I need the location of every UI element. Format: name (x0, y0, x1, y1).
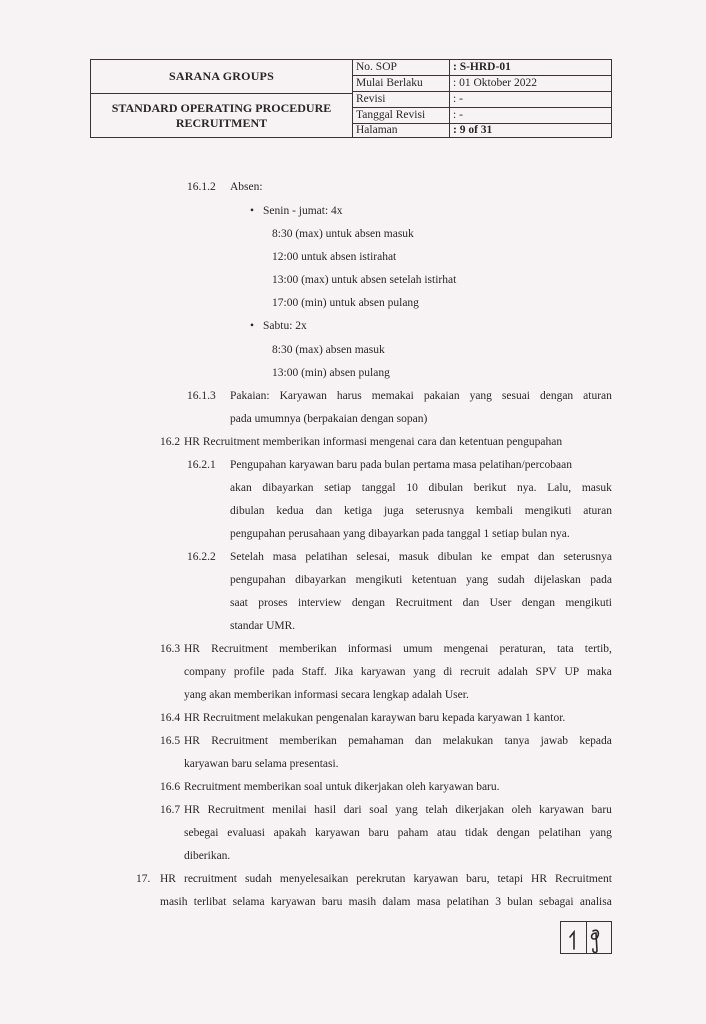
word: tanggal (361, 482, 396, 494)
word: yang (413, 666, 436, 678)
meta-row-revision-date (353, 108, 611, 124)
word: HR (160, 873, 176, 885)
schedule-item: 8:30 (max) absen masuk (272, 344, 385, 356)
word: terlibat (193, 896, 227, 908)
meta-row-effective-date (353, 76, 611, 92)
word: Recruitment (211, 735, 269, 747)
word: dengan (521, 597, 555, 609)
word: seterusnya (563, 551, 612, 563)
word: yang (589, 827, 612, 839)
word: Pakaian: (230, 390, 270, 402)
document-title-line1: STANDARD OPERATING PROCEDURE (111, 100, 332, 115)
word: kembali (475, 505, 513, 517)
word: kedua (276, 505, 304, 517)
word: memberikan (279, 735, 337, 747)
word: maka (586, 666, 612, 678)
word: Recruitment (555, 873, 612, 885)
section-number: 16.3 (160, 643, 181, 655)
word: dijelaskan (534, 574, 581, 586)
section-number: 16.2.1 (187, 459, 216, 471)
word: tanya (504, 735, 530, 747)
word: Recruitment (395, 597, 453, 609)
schedule-item: 13:00 (min) absen pulang (272, 367, 390, 379)
word: Lalu, (547, 482, 572, 494)
word: mengikuti (524, 505, 572, 517)
meta-value: : S-HRD-01 (449, 60, 612, 75)
word: dibayarkan (262, 482, 314, 494)
word: menyelesaikan (279, 873, 349, 885)
word: akan (230, 482, 252, 494)
text-line: Recruitment memberikan soal untuk dikerjakan oleh karyawan baru. (184, 781, 500, 793)
word: saat (230, 597, 248, 609)
word: ke (481, 551, 493, 563)
section-number: 16.2.2 (187, 551, 216, 563)
section-number: 16.1.3 (187, 390, 216, 402)
header-left-column (91, 60, 353, 137)
word: atau (437, 827, 457, 839)
word: baru (591, 804, 612, 816)
word: hasil (314, 804, 337, 816)
word: yang (395, 804, 418, 816)
word: pada (590, 574, 612, 586)
justified-line (230, 596, 612, 610)
meta-label: Halaman (356, 124, 398, 136)
meta-label: No. SOP (356, 61, 397, 73)
word: juga (383, 505, 404, 517)
word: nya. (517, 482, 537, 494)
word: company (184, 666, 227, 678)
word: informasi (347, 643, 392, 655)
word: apakah (273, 827, 307, 839)
word: sudah (497, 574, 525, 586)
meta-row-page (353, 123, 611, 138)
word: telah (425, 804, 448, 816)
company-name: SARANA GROUPS (91, 60, 352, 94)
word: karyawan (270, 896, 316, 908)
meta-row-sop-number (353, 60, 611, 76)
word: selesai, (356, 551, 390, 563)
justified-line (184, 642, 612, 656)
word: masuk (581, 482, 612, 494)
word: evaluasi (227, 827, 265, 839)
word: karyawan (360, 666, 406, 678)
word: dibayarkan (295, 574, 347, 586)
justified-line (160, 895, 612, 909)
word: menilai (272, 804, 307, 816)
word: soal (369, 804, 388, 816)
weekday-schedule-title: • Senin - jumat: 4x (263, 204, 343, 218)
word: pelatihan (538, 827, 581, 839)
word: dari (343, 804, 362, 816)
handwritten-initials-icon (560, 921, 612, 954)
word: masih (160, 896, 188, 908)
word: karyawan (413, 873, 459, 885)
word: kepada (579, 735, 612, 747)
word: HR (184, 804, 200, 816)
word: melakukan (442, 735, 494, 747)
word: dengan (351, 597, 386, 609)
word: selama (232, 896, 265, 908)
justified-line (184, 734, 612, 748)
justified-line (230, 504, 612, 518)
word: tertib, (584, 643, 612, 655)
word: dibulan (428, 482, 464, 494)
word: masa (272, 551, 297, 563)
word: memberikan (279, 643, 337, 655)
word: profile (233, 666, 265, 678)
word: 3 (495, 896, 501, 908)
word: Setelah (230, 551, 264, 563)
word: baru (368, 827, 389, 839)
word: dikerjakan (455, 804, 504, 816)
text-line: HR Recruitment memberikan informasi mengenai cara dan ketentuan pengupahan (184, 436, 563, 448)
word: Recruitment (207, 804, 265, 816)
word: paham (397, 827, 429, 839)
word: dibulan (230, 505, 265, 517)
word: sebagai (539, 896, 574, 908)
word: dan (315, 505, 333, 517)
word: pengupahan (230, 574, 286, 586)
meta-label: Revisi (356, 93, 386, 105)
word: bulan (507, 896, 533, 908)
word: sudah (245, 873, 272, 885)
section-number: 16.7 (160, 804, 181, 816)
initials-box (560, 921, 612, 954)
section-number: 16.1.2 (187, 181, 216, 193)
word: perekrutan (356, 873, 406, 885)
word: pakaian (423, 390, 460, 402)
word: setiap (324, 482, 352, 494)
justified-line (230, 481, 612, 495)
word: SPV (535, 666, 557, 678)
word: ketiga (344, 505, 373, 517)
word: aturan (583, 390, 612, 402)
word: di (443, 666, 453, 678)
sop-header-table (90, 59, 612, 138)
section-number: 17. (136, 873, 151, 885)
word: dan (414, 735, 432, 747)
word: adalah (497, 666, 528, 678)
word: empat (500, 551, 530, 563)
word: HR (184, 643, 200, 655)
meta-value: : - (449, 92, 612, 107)
meta-label: Tanggal Revisi (356, 109, 426, 121)
text-line: pengupahan perusahaan yang dibayarkan pada tanggal 1 setiap bulan nya. (230, 528, 570, 540)
word: mengenai (443, 643, 489, 655)
word: HR (184, 735, 200, 747)
word: harus (336, 390, 362, 402)
word: seterusnya (415, 505, 465, 517)
word: jawab (540, 735, 569, 747)
text-line: HR Recruitment melakukan pengenalan karaywan baru kepada karyawan 1 kantor. (184, 712, 566, 724)
meta-value: : - (449, 108, 612, 123)
word: pada (272, 666, 295, 678)
word: User (489, 597, 512, 609)
word: dalam (382, 896, 411, 908)
schedule-item: 17:00 (min) untuk absen pulang (272, 297, 419, 309)
text-line: diberikan. (184, 850, 231, 862)
word: dan (537, 551, 555, 563)
text-line: yang akan memberikan informasi secara lengkap adalah User. (184, 689, 469, 701)
word: dengan (539, 390, 574, 402)
word: recruitment (184, 873, 238, 885)
word: recruit (460, 666, 491, 678)
justified-line (160, 872, 612, 886)
schedule-item: 13:00 (max) untuk absen setelah istirhat (272, 274, 457, 286)
word: mengikuti (565, 597, 612, 609)
word: sesuai (501, 390, 530, 402)
word: 10 (406, 482, 418, 494)
section-text: Absen: (230, 181, 263, 193)
justified-line (230, 573, 612, 587)
word: aturan (583, 505, 612, 517)
word: ketentuan (411, 574, 457, 586)
word: yang (465, 574, 489, 586)
justified-line (184, 665, 612, 679)
word: dibulan (437, 551, 473, 563)
justified-line (184, 803, 612, 817)
saturday-schedule-title: • Sabtu: 2x (263, 319, 307, 333)
word: berikut (473, 482, 507, 494)
word: Staff. (301, 666, 327, 678)
justified-line (230, 550, 612, 564)
word: peraturan, (499, 643, 546, 655)
schedule-item: 12:00 untuk absen istirahat (272, 251, 397, 263)
word: proses (258, 597, 288, 609)
word: Recruitment (211, 643, 268, 655)
word: tata (556, 643, 574, 655)
word: pelatihan (305, 551, 348, 563)
word: umum (403, 643, 433, 655)
section-number: 16.4 (160, 712, 181, 724)
header-meta-column (353, 60, 611, 137)
word: sebegai (184, 827, 219, 839)
text-line: karyawan baru selama presentasi. (184, 758, 339, 770)
word: masih (348, 896, 377, 908)
document-title-line2: RECRUITMENT (175, 115, 268, 130)
word: oleh (511, 804, 532, 816)
text-line: standar UMR. (230, 620, 296, 632)
word: pelatihan (446, 896, 489, 908)
word: karyawan (315, 827, 360, 839)
word: analisa (579, 896, 612, 908)
document-title (91, 94, 352, 137)
word: pemahaman (348, 735, 404, 747)
word: tetapi (497, 873, 524, 885)
section-number: 16.5 (160, 735, 181, 747)
section-number: 16.6 (160, 781, 181, 793)
word: tidak (464, 827, 488, 839)
text-line: Pengupahan karyawan baru pada bulan pertama masa pelatihan/percobaan (230, 459, 572, 471)
word: UP (564, 666, 580, 678)
word: karyawan (539, 804, 584, 816)
word: mengikuti (355, 574, 403, 586)
meta-label: Mulai Berlaku (356, 77, 423, 89)
word: masuk (398, 551, 429, 563)
word: dengan (496, 827, 530, 839)
meta-value: : 9 of 31 (449, 123, 612, 138)
word: baru, (466, 873, 490, 885)
word: baru (321, 896, 343, 908)
word: masa (416, 896, 441, 908)
meta-row-revision (353, 92, 611, 108)
justified-line (230, 389, 612, 403)
word: HR (531, 873, 548, 885)
word: interview (298, 597, 342, 609)
word: Jika (334, 666, 354, 678)
word: memakai (371, 390, 414, 402)
justified-line (184, 826, 612, 840)
word: yang (469, 390, 492, 402)
word: dan (462, 597, 480, 609)
text-line: pada umumnya (berpakaian dengan sopan) (230, 413, 428, 425)
meta-value: : 01 Oktober 2022 (449, 76, 612, 91)
schedule-item: 8:30 (max) untuk absen masuk (272, 228, 414, 240)
section-number: 16.2 (160, 436, 181, 448)
word: Karyawan (279, 390, 327, 402)
